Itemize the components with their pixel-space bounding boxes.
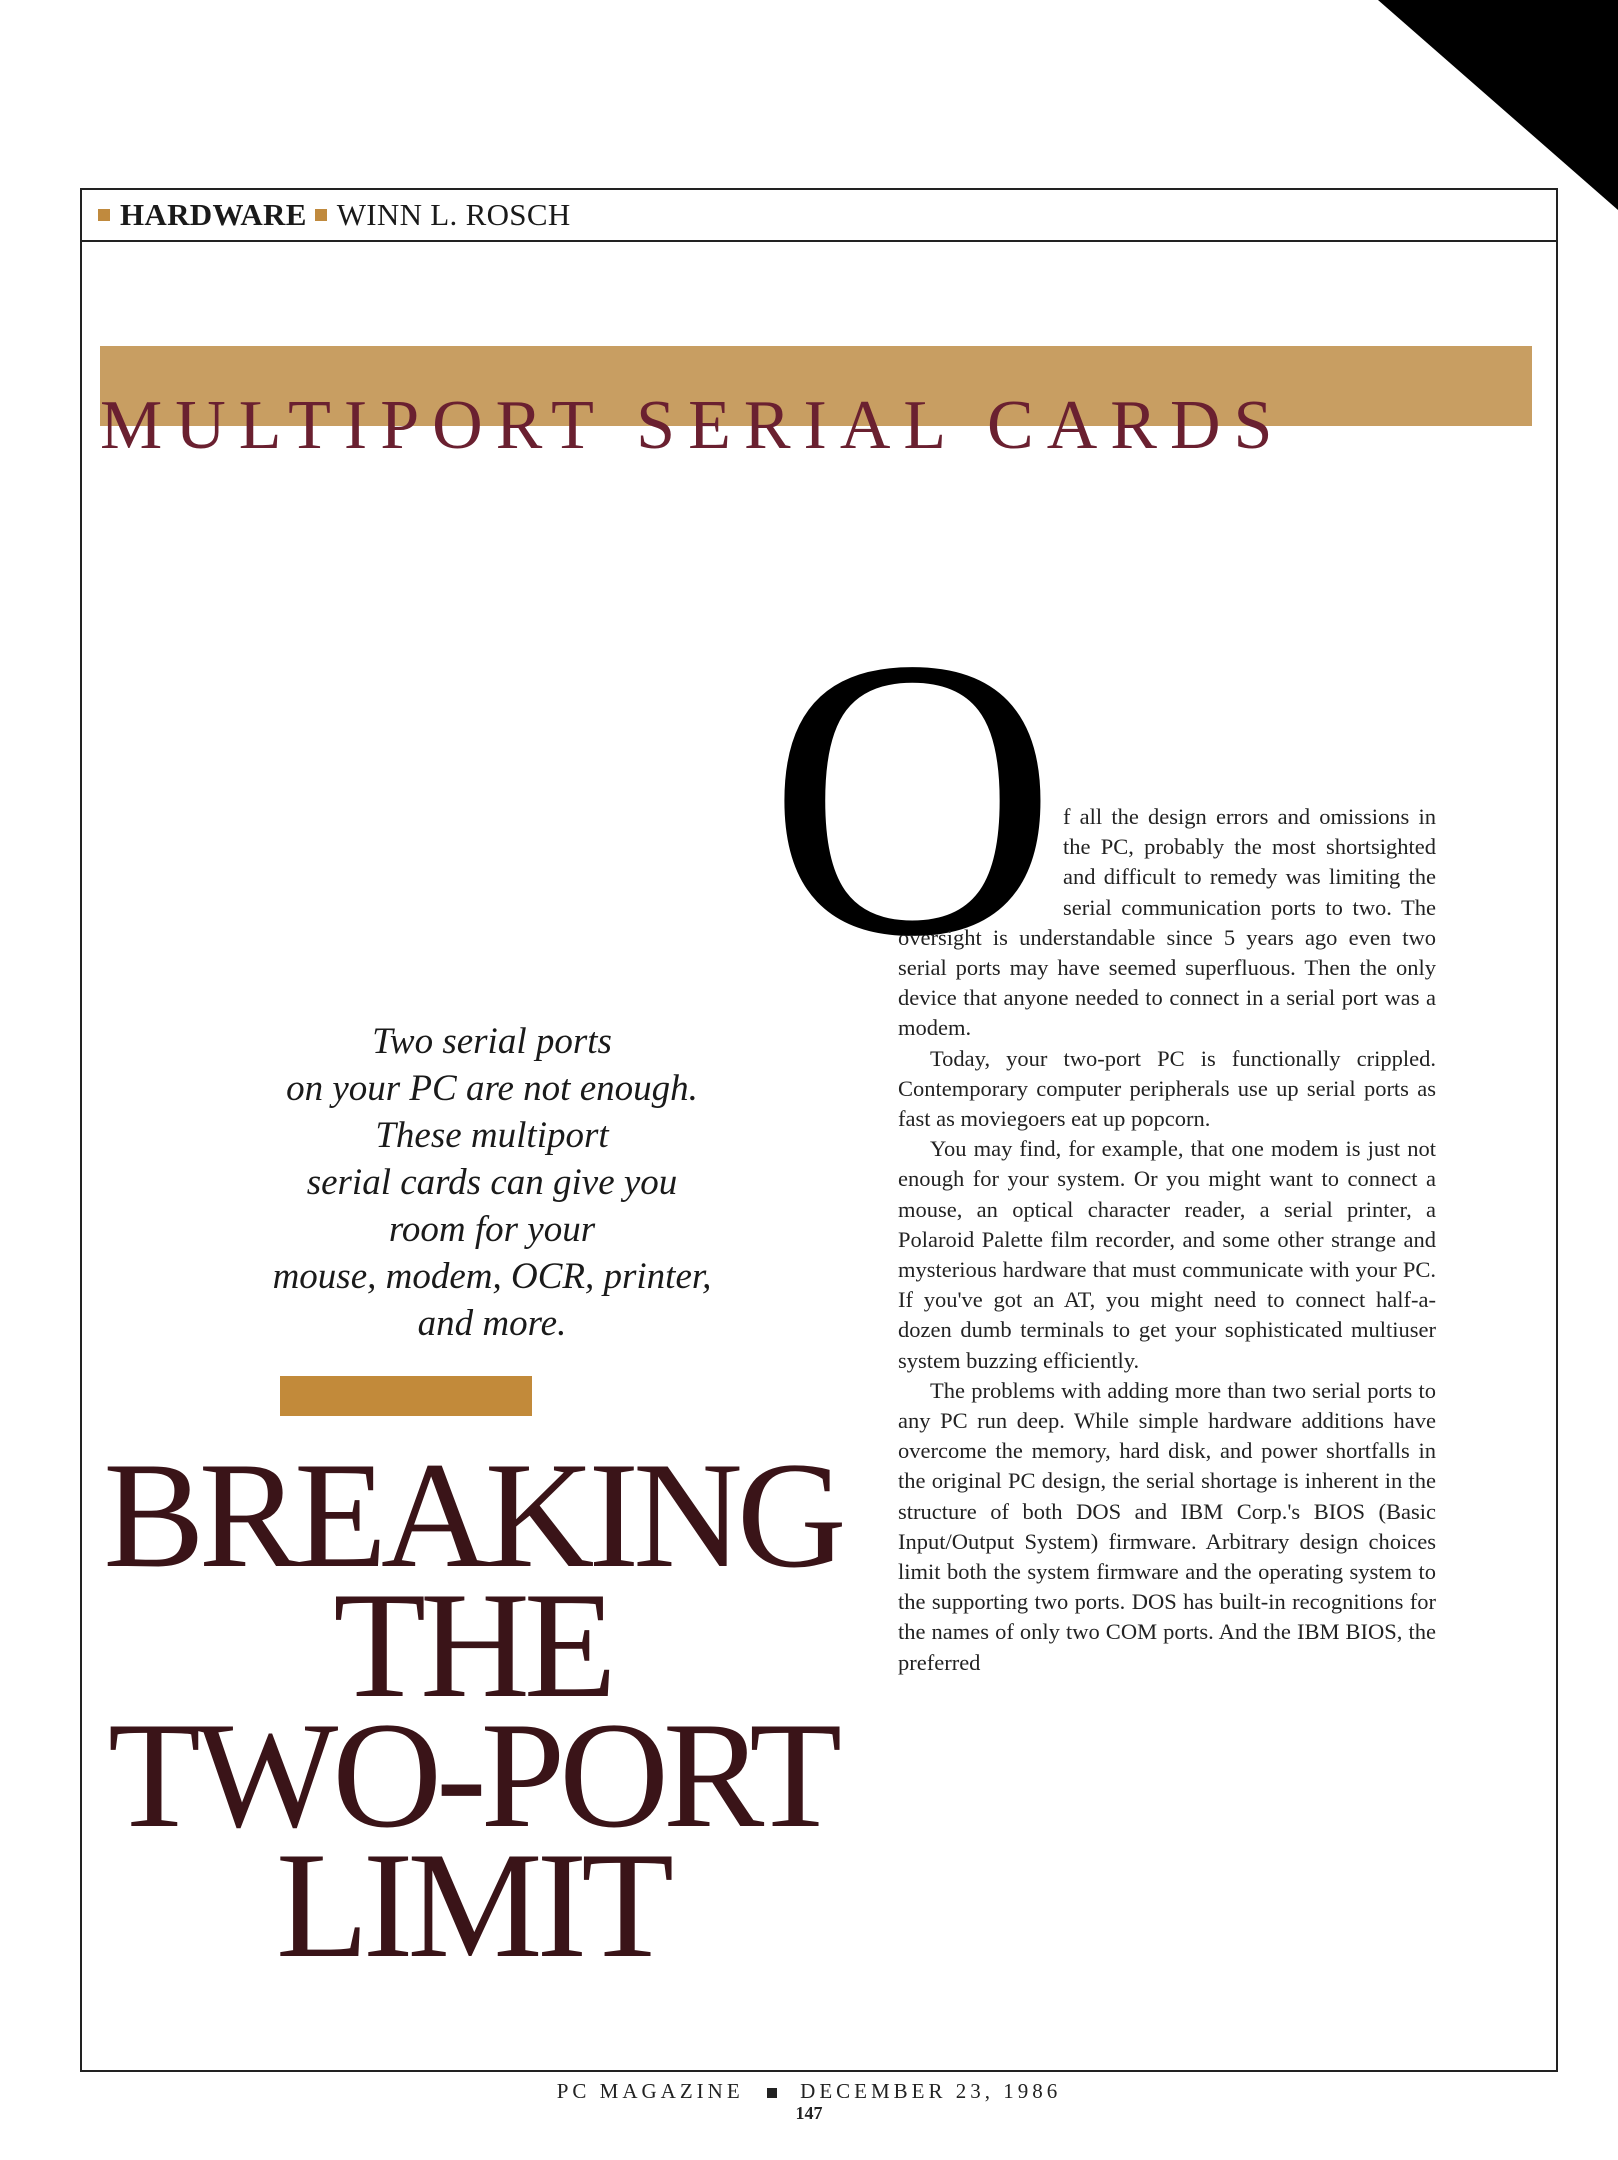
decorative-divider-bar bbox=[280, 1376, 532, 1416]
blurb-line: and more. bbox=[417, 1303, 567, 1344]
dropcap-spacer bbox=[898, 802, 1063, 922]
deck-title: MULTIPORT SERIAL CARDS bbox=[100, 387, 1286, 464]
blurb-line: room for your bbox=[388, 1209, 596, 1250]
square-bullet-icon bbox=[767, 2088, 777, 2098]
page-footer bbox=[0, 2079, 1618, 2104]
headline-line: THE bbox=[333, 1561, 611, 1729]
article-blurb bbox=[142, 1018, 842, 1347]
body-paragraph: You may find, for example, that one modem is just not enough for your system. Or you might want to connect a mouse, an optical character reader, a serial printer, a Polaroid Palette film recorder, and some other strange and mysterious hardware that must communicate with your PC. If you've got an AT, you might need to connect half-a-dozen dumb terminals to get your sophisticated multiuser system buzzing efficiently. bbox=[898, 1136, 1436, 1373]
blurb-line: Two serial ports bbox=[372, 1021, 612, 1062]
drop-cap: O bbox=[768, 576, 1057, 1019]
page-number: 147 bbox=[795, 2103, 823, 2123]
magazine-name: PC MAGAZINE bbox=[556, 2079, 744, 2103]
headline-line: TWO-PORT bbox=[107, 1691, 837, 1859]
section-label: HARDWARE bbox=[120, 197, 307, 232]
blurb-line: serial cards can give you bbox=[306, 1162, 678, 1203]
blurb-line: on your PC are not enough. bbox=[286, 1068, 698, 1109]
blurb-line: These multiport bbox=[375, 1115, 609, 1156]
corner-tab-decoration bbox=[1378, 0, 1618, 210]
headline-line: LIMIT bbox=[275, 1821, 669, 1989]
issue-date: DECEMBER 23, 1986 bbox=[800, 2079, 1062, 2103]
headline bbox=[92, 1431, 852, 1989]
blurb-line: mouse, modem, OCR, printer, bbox=[272, 1256, 712, 1297]
page-frame bbox=[80, 188, 1558, 2072]
square-bullet-icon bbox=[315, 209, 327, 221]
body-paragraph: The problems with adding more than two serial ports to any PC run deep. While simple hardware additions have overcome the memory, hard disk, and power shortfalls in the original PC design, the serial shortage is inherent in the structure of both DOS and IBM Corp.'s BIOS (Basic Input/Output System) firmware. Arbitrary design choices limit both the system firmware and the operating system to the supporting two ports. DOS has built-in recognitions for the names of only two COM ports. And the IBM BIOS, the preferred bbox=[898, 1377, 1436, 1675]
author-name: WINN L. ROSCH bbox=[336, 197, 571, 232]
body-paragraph: Today, your two-port PC is functionally crippled. Contemporary computer peripherals use up serial ports as fast as moviegoers eat up popcorn. bbox=[898, 1045, 1436, 1132]
square-bullet-icon bbox=[98, 209, 110, 221]
headline-line: BREAKING bbox=[103, 1431, 841, 1599]
body-paragraph: f all the design errors and omissions in the PC, probably the most shortsighted and difficult to remedy was limiting the serial communication ports to two. The oversight is understandable since 5 years ago even two serial ports may have seemed superfluous. Then the only device that anyone needed to connect in a serial port was a modem. bbox=[898, 804, 1436, 1041]
article-body bbox=[898, 802, 1436, 1678]
running-header bbox=[82, 190, 1556, 242]
